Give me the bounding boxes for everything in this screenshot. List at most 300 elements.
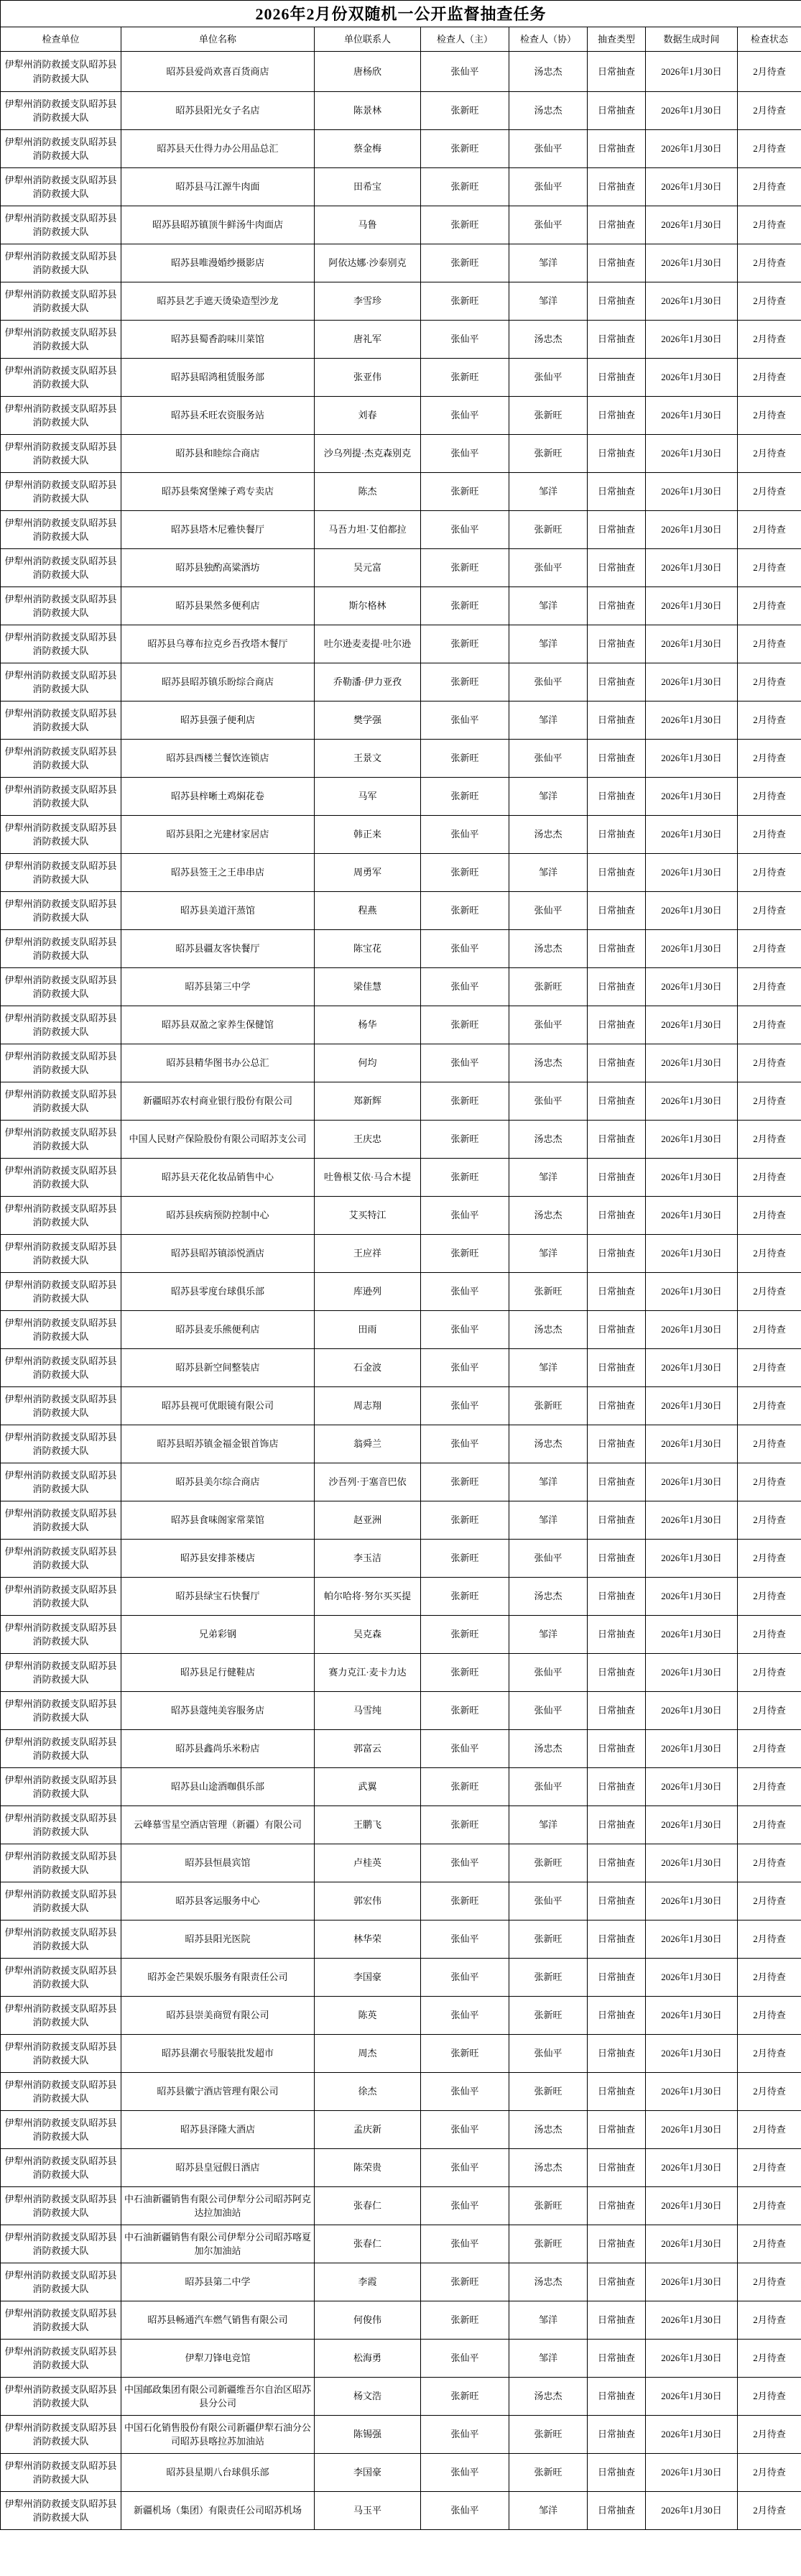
unit-name-cell: 昭苏县皇冠假日酒店: [121, 2149, 315, 2187]
status-cell: 2月待查: [738, 930, 801, 968]
inspector-main-cell: 张仙平: [421, 1197, 509, 1235]
inspector-co-cell: 张新旺: [509, 511, 588, 549]
inspector-co-cell: 汤忠杰: [509, 1311, 588, 1349]
sample-type-cell: 日常抽查: [588, 1578, 646, 1616]
generated-date-cell: 2026年1月30日: [646, 1959, 738, 1997]
inspector-main-cell: 张仙平: [421, 1920, 509, 1959]
inspection-unit-cell: 伊犁州消防救援支队昭苏县消防救援大队: [1, 1082, 121, 1121]
generated-date-cell: 2026年1月30日: [646, 473, 738, 511]
status-cell: 2月待查: [738, 892, 801, 930]
inspector-co-cell: 邹洋: [509, 1501, 588, 1540]
inspector-main-cell: 张新旺: [421, 1692, 509, 1730]
table-row: [1, 282, 801, 321]
inspector-co-cell: 汤忠杰: [509, 1197, 588, 1235]
unit-name-cell: 昭苏县第二中学: [121, 2263, 315, 2301]
status-cell: 2月待查: [738, 2035, 801, 2073]
status-cell: 2月待查: [738, 2073, 801, 2111]
inspection-unit-cell: 伊犁州消防救援支队昭苏县消防救援大队: [1, 587, 121, 625]
status-cell: 2月待查: [738, 968, 801, 1006]
sample-type-cell: 日常抽查: [588, 1273, 646, 1311]
table-row: [1, 206, 801, 244]
status-cell: 2月待查: [738, 1006, 801, 1044]
status-cell: 2月待查: [738, 1920, 801, 1959]
unit-contact-cell: 张亚伟: [315, 359, 421, 397]
sample-type-cell: 日常抽查: [588, 1044, 646, 1082]
inspector-co-cell: 张仙平: [509, 1082, 588, 1121]
table-row: [1, 1311, 801, 1349]
inspector-main-cell: 张新旺: [421, 1006, 509, 1044]
unit-name-cell: 昭苏县星期八台球俱乐部: [121, 2454, 315, 2492]
sample-type-cell: 日常抽查: [588, 1425, 646, 1463]
status-cell: 2月待查: [738, 1692, 801, 1730]
unit-contact-cell: 李国豪: [315, 1959, 421, 1997]
status-cell: 2月待查: [738, 2454, 801, 2492]
unit-name-cell: 昭苏县蜀香韵味川菜馆: [121, 321, 315, 359]
generated-date-cell: 2026年1月30日: [646, 625, 738, 663]
inspector-co-cell: 汤忠杰: [509, 816, 588, 854]
sample-type-cell: 日常抽查: [588, 2454, 646, 2492]
sample-type-cell: 日常抽查: [588, 1730, 646, 1768]
table-row: [1, 359, 801, 397]
status-cell: 2月待查: [738, 1997, 801, 2035]
sample-type-cell: 日常抽查: [588, 1806, 646, 1844]
status-cell: 2月待查: [738, 2225, 801, 2263]
sample-type-cell: 日常抽查: [588, 816, 646, 854]
inspector-co-cell: 邹洋: [509, 244, 588, 282]
sample-type-cell: 日常抽查: [588, 2149, 646, 2187]
sample-type-cell: 日常抽查: [588, 1692, 646, 1730]
unit-name-cell: 昭苏县强子便利店: [121, 702, 315, 740]
unit-name-cell: 昭苏县昭苏镇金福金银首饰店: [121, 1425, 315, 1463]
inspector-main-cell: 张仙平: [421, 2073, 509, 2111]
unit-contact-cell: 陈英: [315, 1997, 421, 2035]
unit-contact-cell: 王景文: [315, 740, 421, 778]
inspection-unit-cell: 伊犁州消防救援支队昭苏县消防救援大队: [1, 1273, 121, 1311]
inspector-main-cell: 张新旺: [421, 1578, 509, 1616]
unit-contact-cell: 马雪纯: [315, 1692, 421, 1730]
status-cell: 2月待查: [738, 1044, 801, 1082]
inspector-main-cell: 张仙平: [421, 2492, 509, 2530]
inspection-unit-cell: 伊犁州消防救援支队昭苏县消防救援大队: [1, 1425, 121, 1463]
sample-type-cell: 日常抽查: [588, 1349, 646, 1387]
unit-contact-cell: 樊学强: [315, 702, 421, 740]
unit-contact-cell: 蔡金梅: [315, 130, 421, 168]
inspector-co-cell: 张新旺: [509, 2187, 588, 2225]
generated-date-cell: 2026年1月30日: [646, 130, 738, 168]
inspector-main-cell: 张仙平: [421, 2111, 509, 2149]
unit-name-cell: 昭苏县昭苏镇乐盼综合商店: [121, 663, 315, 702]
unit-contact-cell: 陈宝花: [315, 930, 421, 968]
sample-type-cell: 日常抽查: [588, 740, 646, 778]
unit-contact-cell: 马军: [315, 778, 421, 816]
col-inspection-unit: 检查单位: [1, 27, 121, 52]
status-cell: 2月待查: [738, 816, 801, 854]
inspector-co-cell: 张仙平: [509, 1540, 588, 1578]
table-row: [1, 930, 801, 968]
inspection-unit-cell: 伊犁州消防救援支队昭苏县消防救援大队: [1, 397, 121, 435]
generated-date-cell: 2026年1月30日: [646, 1578, 738, 1616]
status-cell: 2月待查: [738, 1311, 801, 1349]
sample-type-cell: 日常抽查: [588, 130, 646, 168]
inspector-main-cell: 张新旺: [421, 168, 509, 206]
unit-name-cell: 昭苏县鑫尚乐米粉店: [121, 1730, 315, 1768]
unit-name-cell: 兄弟彩钢: [121, 1616, 315, 1654]
status-cell: 2月待查: [738, 435, 801, 473]
unit-name-cell: 新疆昭苏农村商业银行股份有限公司: [121, 1082, 315, 1121]
unit-name-cell: 昭苏县美尔综合商店: [121, 1463, 315, 1501]
unit-contact-cell: 李国豪: [315, 2454, 421, 2492]
col-unit-contact: 单位联系人: [315, 27, 421, 52]
inspection-unit-cell: 伊犁州消防救援支队昭苏县消防救援大队: [1, 778, 121, 816]
unit-name-cell: 昭苏县阳之光建材家居店: [121, 816, 315, 854]
inspection-unit-cell: 伊犁州消防救援支队昭苏县消防救援大队: [1, 206, 121, 244]
sample-type-cell: 日常抽查: [588, 1882, 646, 1920]
status-cell: 2月待查: [738, 282, 801, 321]
status-cell: 2月待查: [738, 2492, 801, 2530]
unit-name-cell: 昭苏县双盈之家养生保健馆: [121, 1006, 315, 1044]
table-row: [1, 130, 801, 168]
page-title: 2026年2月份双随机一公开监督抽查任务: [1, 1, 801, 27]
inspector-co-cell: 张新旺: [509, 968, 588, 1006]
generated-date-cell: 2026年1月30日: [646, 1920, 738, 1959]
inspection-unit-cell: 伊犁州消防救援支队昭苏县消防救援大队: [1, 1159, 121, 1197]
inspection-unit-cell: 伊犁州消防救援支队昭苏县消防救援大队: [1, 1463, 121, 1501]
inspector-main-cell: 张仙平: [421, 321, 509, 359]
unit-name-cell: 昭苏县果然多便利店: [121, 587, 315, 625]
unit-contact-cell: 李霞: [315, 2263, 421, 2301]
table-row: [1, 663, 801, 702]
inspection-unit-cell: 伊犁州消防救援支队昭苏县消防救援大队: [1, 2111, 121, 2149]
generated-date-cell: 2026年1月30日: [646, 435, 738, 473]
generated-date-cell: 2026年1月30日: [646, 244, 738, 282]
inspector-main-cell: 张新旺: [421, 92, 509, 130]
unit-contact-cell: 吐尔逊麦麦提·吐尔逊: [315, 625, 421, 663]
inspector-co-cell: 张新旺: [509, 2225, 588, 2263]
unit-contact-cell: 沙吾列·于塞音巴依: [315, 1463, 421, 1501]
generated-date-cell: 2026年1月30日: [646, 397, 738, 435]
inspection-unit-cell: 伊犁州消防救援支队昭苏县消防救援大队: [1, 1692, 121, 1730]
sample-type-cell: 日常抽查: [588, 892, 646, 930]
inspector-co-cell: 张仙平: [509, 359, 588, 397]
unit-name-cell: 昭苏县恒晨宾馆: [121, 1844, 315, 1882]
inspector-co-cell: 汤忠杰: [509, 2149, 588, 2187]
generated-date-cell: 2026年1月30日: [646, 1121, 738, 1159]
sample-type-cell: 日常抽查: [588, 92, 646, 130]
inspector-main-cell: 张新旺: [421, 1616, 509, 1654]
table-row: [1, 1578, 801, 1616]
inspector-co-cell: 汤忠杰: [509, 1425, 588, 1463]
table-row: [1, 816, 801, 854]
inspection-unit-cell: 伊犁州消防救援支队昭苏县消防救援大队: [1, 2225, 121, 2263]
unit-contact-cell: 艾买特江: [315, 1197, 421, 1235]
generated-date-cell: 2026年1月30日: [646, 1235, 738, 1273]
table-row: [1, 1768, 801, 1806]
inspector-co-cell: 汤忠杰: [509, 1730, 588, 1768]
inspector-main-cell: 张仙平: [421, 702, 509, 740]
unit-contact-cell: 韩正来: [315, 816, 421, 854]
col-unit-name: 单位名称: [121, 27, 315, 52]
generated-date-cell: 2026年1月30日: [646, 702, 738, 740]
inspector-co-cell: 张新旺: [509, 1844, 588, 1882]
generated-date-cell: 2026年1月30日: [646, 1044, 738, 1082]
generated-date-cell: 2026年1月30日: [646, 1882, 738, 1920]
status-cell: 2月待查: [738, 587, 801, 625]
sample-type-cell: 日常抽查: [588, 511, 646, 549]
inspection-unit-cell: 伊犁州消防救援支队昭苏县消防救援大队: [1, 549, 121, 587]
inspector-co-cell: 张仙平: [509, 1768, 588, 1806]
unit-name-cell: 昭苏县天花化妆品销售中心: [121, 1159, 315, 1197]
inspection-unit-cell: 伊犁州消防救援支队昭苏县消防救援大队: [1, 1540, 121, 1578]
col-inspector-main: 检查人（主）: [421, 27, 509, 52]
inspector-co-cell: 汤忠杰: [509, 930, 588, 968]
inspection-unit-cell: 伊犁州消防救援支队昭苏县消防救援大队: [1, 1730, 121, 1768]
generated-date-cell: 2026年1月30日: [646, 587, 738, 625]
inspector-co-cell: 张新旺: [509, 1273, 588, 1311]
unit-name-cell: 中国人民财产保险股份有限公司昭苏支公司: [121, 1121, 315, 1159]
table-row: [1, 549, 801, 587]
inspection-unit-cell: 伊犁州消防救援支队昭苏县消防救援大队: [1, 1844, 121, 1882]
unit-contact-cell: 田雨: [315, 1311, 421, 1349]
table-row: [1, 52, 801, 92]
unit-name-cell: 昭苏县天仕得力办公用品总汇: [121, 130, 315, 168]
unit-contact-cell: 李玉洁: [315, 1540, 421, 1578]
unit-contact-cell: 周杰: [315, 2035, 421, 2073]
inspector-main-cell: 张仙平: [421, 1844, 509, 1882]
inspection-unit-cell: 伊犁州消防救援支队昭苏县消防救援大队: [1, 52, 121, 92]
inspector-main-cell: 张新旺: [421, 244, 509, 282]
sample-type-cell: 日常抽查: [588, 2378, 646, 2416]
unit-contact-cell: 帕尔哈将·努尔买买提: [315, 1578, 421, 1616]
inspector-main-cell: 张新旺: [421, 2301, 509, 2340]
generated-date-cell: 2026年1月30日: [646, 1768, 738, 1806]
status-cell: 2月待查: [738, 130, 801, 168]
status-cell: 2月待查: [738, 663, 801, 702]
inspector-co-cell: 邹洋: [509, 1349, 588, 1387]
table-row: [1, 1540, 801, 1578]
status-cell: 2月待查: [738, 1082, 801, 1121]
inspector-co-cell: 张新旺: [509, 2073, 588, 2111]
unit-name-cell: 昭苏县爱尚欢喜百货商店: [121, 52, 315, 92]
unit-name-cell: 中国石化销售股份有限公司新疆伊犁石油分公司昭苏县喀拉苏加油站: [121, 2416, 315, 2454]
inspector-main-cell: 张新旺: [421, 473, 509, 511]
unit-contact-cell: 库逊列: [315, 1273, 421, 1311]
table-row: [1, 321, 801, 359]
inspector-main-cell: 张仙平: [421, 1387, 509, 1425]
unit-name-cell: 昭苏县新空间整装店: [121, 1349, 315, 1387]
unit-name-cell: 昭苏县艺手遮天烫染造型沙龙: [121, 282, 315, 321]
status-cell: 2月待查: [738, 1578, 801, 1616]
unit-name-cell: 昭苏县泽隆大酒店: [121, 2111, 315, 2149]
inspector-co-cell: 汤忠杰: [509, 1578, 588, 1616]
status-cell: 2月待查: [738, 1540, 801, 1578]
table-row: [1, 1121, 801, 1159]
inspector-co-cell: 汤忠杰: [509, 1044, 588, 1082]
generated-date-cell: 2026年1月30日: [646, 1311, 738, 1349]
inspector-co-cell: 汤忠杰: [509, 52, 588, 92]
inspection-unit-cell: 伊犁州消防救援支队昭苏县消防救援大队: [1, 435, 121, 473]
table-row: [1, 1654, 801, 1692]
unit-contact-cell: 武翼: [315, 1768, 421, 1806]
sample-type-cell: 日常抽查: [588, 2111, 646, 2149]
table-row: [1, 1273, 801, 1311]
inspection-unit-cell: 伊犁州消防救援支队昭苏县消防救援大队: [1, 1959, 121, 1997]
unit-contact-cell: 马吾力坦·艾伯都拉: [315, 511, 421, 549]
generated-date-cell: 2026年1月30日: [646, 2111, 738, 2149]
inspection-unit-cell: 伊犁州消防救援支队昭苏县消防救援大队: [1, 2035, 121, 2073]
unit-contact-cell: 唐杨欣: [315, 52, 421, 92]
generated-date-cell: 2026年1月30日: [646, 2263, 738, 2301]
inspector-main-cell: 张新旺: [421, 2263, 509, 2301]
title-row: [1, 1, 801, 27]
table-row: [1, 1844, 801, 1882]
generated-date-cell: 2026年1月30日: [646, 1540, 738, 1578]
inspection-unit-cell: 伊犁州消防救援支队昭苏县消防救援大队: [1, 244, 121, 282]
generated-date-cell: 2026年1月30日: [646, 892, 738, 930]
table-row: [1, 854, 801, 892]
unit-name-cell: 昭苏县足行健鞋店: [121, 1654, 315, 1692]
unit-name-cell: 昭苏县塔木尼雅快餐厅: [121, 511, 315, 549]
inspector-co-cell: 邹洋: [509, 282, 588, 321]
col-status: 检查状态: [738, 27, 801, 52]
inspection-unit-cell: 伊犁州消防救援支队昭苏县消防救援大队: [1, 2492, 121, 2530]
table-row: [1, 1806, 801, 1844]
status-cell: 2月待查: [738, 1273, 801, 1311]
unit-contact-cell: 翁舜兰: [315, 1425, 421, 1463]
sample-type-cell: 日常抽查: [588, 1616, 646, 1654]
status-cell: 2月待查: [738, 854, 801, 892]
table-row: [1, 168, 801, 206]
inspector-co-cell: 张仙平: [509, 206, 588, 244]
sample-type-cell: 日常抽查: [588, 1844, 646, 1882]
inspector-co-cell: 汤忠杰: [509, 321, 588, 359]
inspector-main-cell: 张仙平: [421, 1997, 509, 2035]
inspection-unit-cell: 伊犁州消防救援支队昭苏县消防救援大队: [1, 702, 121, 740]
status-cell: 2月待查: [738, 2340, 801, 2378]
table-row: [1, 1044, 801, 1082]
table-row: [1, 892, 801, 930]
unit-contact-cell: 陈杰: [315, 473, 421, 511]
unit-contact-cell: 周志翔: [315, 1387, 421, 1425]
status-cell: 2月待查: [738, 1959, 801, 1997]
generated-date-cell: 2026年1月30日: [646, 2073, 738, 2111]
status-cell: 2月待查: [738, 1387, 801, 1425]
status-cell: 2月待查: [738, 778, 801, 816]
inspector-co-cell: 张仙平: [509, 549, 588, 587]
inspector-main-cell: 张新旺: [421, 1235, 509, 1273]
table-row: [1, 2378, 801, 2416]
status-cell: 2月待查: [738, 740, 801, 778]
generated-date-cell: 2026年1月30日: [646, 968, 738, 1006]
inspection-unit-cell: 伊犁州消防救援支队昭苏县消防救援大队: [1, 473, 121, 511]
sample-type-cell: 日常抽查: [588, 1387, 646, 1425]
inspector-co-cell: 张仙平: [509, 740, 588, 778]
inspector-main-cell: 张仙平: [421, 1273, 509, 1311]
inspection-unit-cell: 伊犁州消防救援支队昭苏县消防救援大队: [1, 359, 121, 397]
table-row: [1, 1692, 801, 1730]
inspector-co-cell: 邹洋: [509, 587, 588, 625]
unit-contact-cell: 徐杰: [315, 2073, 421, 2111]
unit-contact-cell: 卢桂英: [315, 1844, 421, 1882]
inspector-main-cell: 张新旺: [421, 1463, 509, 1501]
inspection-unit-cell: 伊犁州消防救援支队昭苏县消防救援大队: [1, 282, 121, 321]
unit-name-cell: 昭苏县麦乐熊便利店: [121, 1311, 315, 1349]
generated-date-cell: 2026年1月30日: [646, 930, 738, 968]
sample-type-cell: 日常抽查: [588, 1654, 646, 1692]
sample-type-cell: 日常抽查: [588, 2035, 646, 2073]
unit-name-cell: 昭苏县唯漫婚纱摄影店: [121, 244, 315, 282]
table-row: [1, 92, 801, 130]
inspector-main-cell: 张仙平: [421, 1425, 509, 1463]
inspection-unit-cell: 伊犁州消防救援支队昭苏县消防救援大队: [1, 892, 121, 930]
sample-type-cell: 日常抽查: [588, 1540, 646, 1578]
inspector-main-cell: 张仙平: [421, 1959, 509, 1997]
generated-date-cell: 2026年1月30日: [646, 282, 738, 321]
inspector-co-cell: 张新旺: [509, 2416, 588, 2454]
inspector-co-cell: 张新旺: [509, 397, 588, 435]
inspector-co-cell: 张新旺: [509, 1959, 588, 1997]
table-row: [1, 2416, 801, 2454]
inspection-unit-cell: 伊犁州消防救援支队昭苏县消防救援大队: [1, 625, 121, 663]
unit-contact-cell: 杨文浩: [315, 2378, 421, 2416]
inspector-main-cell: 张仙平: [421, 2454, 509, 2492]
unit-contact-cell: 吴元富: [315, 549, 421, 587]
unit-name-cell: 昭苏县西楼兰餐饮连锁店: [121, 740, 315, 778]
unit-name-cell: 昭苏县柴窝堡辣子鸡专卖店: [121, 473, 315, 511]
inspector-main-cell: 张仙平: [421, 968, 509, 1006]
inspector-co-cell: 张仙平: [509, 1692, 588, 1730]
generated-date-cell: 2026年1月30日: [646, 92, 738, 130]
unit-name-cell: 昭苏县签王之王串串店: [121, 854, 315, 892]
inspector-main-cell: 张新旺: [421, 359, 509, 397]
table-row: [1, 1616, 801, 1654]
inspector-co-cell: 张新旺: [509, 1997, 588, 2035]
unit-name-cell: 昭苏县阳光医院: [121, 1920, 315, 1959]
unit-name-cell: 昭苏县马江源牛肉面: [121, 168, 315, 206]
unit-contact-cell: 赛力克江·麦卡力达: [315, 1654, 421, 1692]
generated-date-cell: 2026年1月30日: [646, 1806, 738, 1844]
inspection-unit-cell: 伊犁州消防救援支队昭苏县消防救援大队: [1, 1006, 121, 1044]
inspector-co-cell: 张仙平: [509, 663, 588, 702]
col-sample-type: 抽查类型: [588, 27, 646, 52]
sample-type-cell: 日常抽查: [588, 2263, 646, 2301]
generated-date-cell: 2026年1月30日: [646, 1463, 738, 1501]
inspector-co-cell: 张仙平: [509, 168, 588, 206]
inspection-unit-cell: 伊犁州消防救援支队昭苏县消防救援大队: [1, 1349, 121, 1387]
table-row: [1, 2454, 801, 2492]
status-cell: 2月待查: [738, 1616, 801, 1654]
unit-name-cell: 昭苏县和睦综合商店: [121, 435, 315, 473]
generated-date-cell: 2026年1月30日: [646, 2340, 738, 2378]
sample-type-cell: 日常抽查: [588, 1959, 646, 1997]
inspector-main-cell: 张新旺: [421, 854, 509, 892]
status-cell: 2月待查: [738, 1654, 801, 1692]
inspector-main-cell: 张仙平: [421, 2416, 509, 2454]
status-cell: 2月待查: [738, 206, 801, 244]
table-row: [1, 435, 801, 473]
status-cell: 2月待查: [738, 1806, 801, 1844]
unit-contact-cell: 松海勇: [315, 2340, 421, 2378]
inspector-main-cell: 张新旺: [421, 282, 509, 321]
unit-name-cell: 伊犁刀锋电竞馆: [121, 2340, 315, 2378]
generated-date-cell: 2026年1月30日: [646, 1159, 738, 1197]
table-row: [1, 2073, 801, 2111]
table-row: [1, 1959, 801, 1997]
inspector-main-cell: 张仙平: [421, 397, 509, 435]
status-cell: 2月待查: [738, 1121, 801, 1159]
status-cell: 2月待查: [738, 1768, 801, 1806]
generated-date-cell: 2026年1月30日: [646, 1387, 738, 1425]
table-row: [1, 702, 801, 740]
